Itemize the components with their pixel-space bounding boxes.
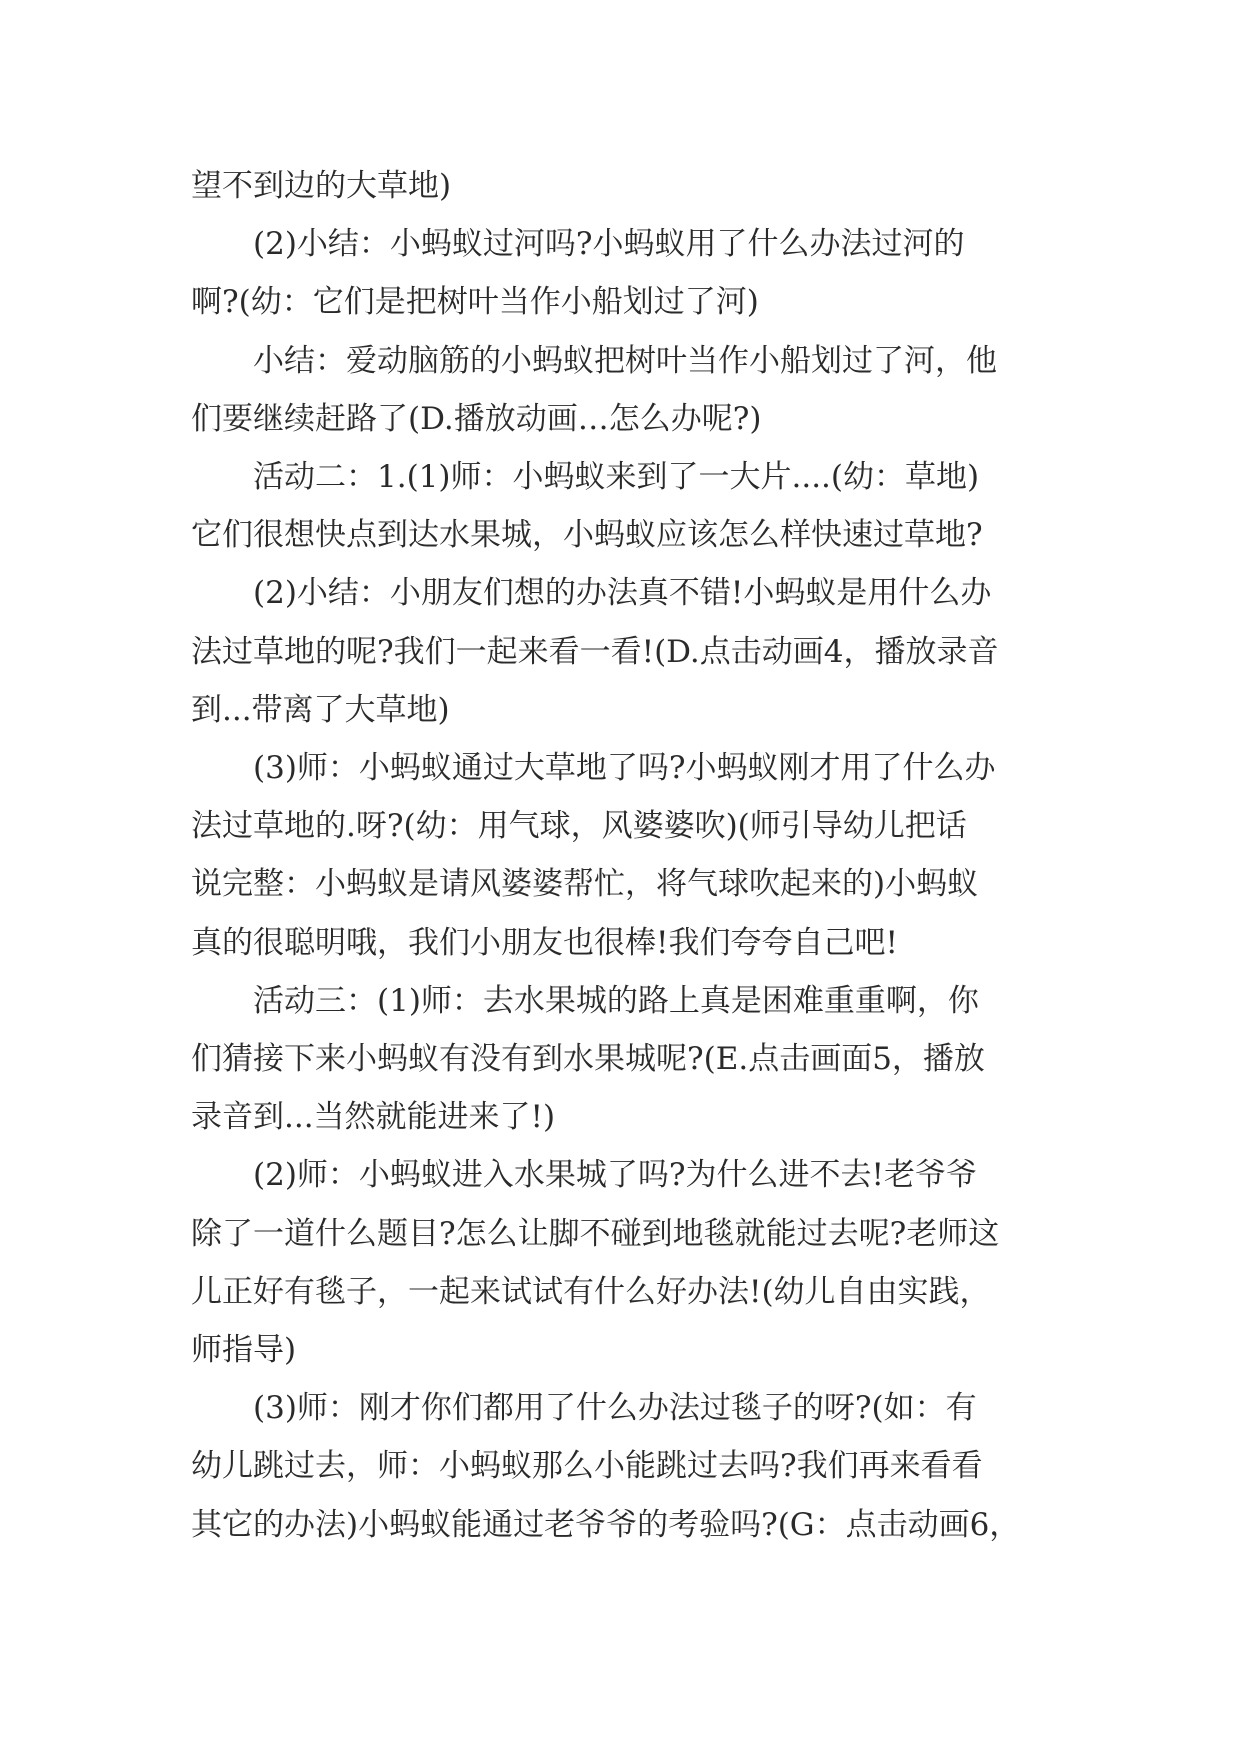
text-line-content: 到...带离了大草地) [191, 691, 450, 728]
text-line [191, 215, 1051, 273]
text-line [191, 739, 1051, 797]
text-line-content: 活动二：1.(1)师：小蚂蚁来到了一大片....(幼：草地) [253, 459, 980, 496]
text-line-content: (2)小结：小蚂蚁过河吗?小蚂蚁用了什么办法过河的 [253, 226, 965, 263]
text-line-content: 说完整：小蚂蚁是请风婆婆帮忙，将气球吹起来的)小蚂蚁 [191, 866, 979, 903]
text-line [191, 1146, 1051, 1204]
text-line-content: 活动三：(1)师：去水果城的路上真是困难重重啊，你 [253, 982, 979, 1019]
text-line [191, 855, 1051, 913]
text-line [191, 1205, 1051, 1263]
text-line [191, 1088, 1051, 1146]
text-line [191, 914, 1051, 972]
text-line-content: 们要继续赶路了(D.播放动画…怎么办呢?) [191, 400, 762, 437]
text-line [191, 972, 1051, 1030]
text-line [191, 390, 1051, 448]
text-line-content: 们猜接下来小蚂蚁有没有到水果城呢?(E.点击画面5，播放 [191, 1041, 985, 1078]
text-line-content: 它们很想快点到达水果城，小蚂蚁应该怎么样快速过草地? [191, 517, 983, 554]
text-line-content: (2)小结：小朋友们想的办法真不错!小蚂蚁是用什么办 [253, 575, 992, 612]
text-line-content: 儿正好有毯子，一起来试试有什么好办法!(幼儿自由实践， [191, 1273, 991, 1310]
text-line-content: 小结：爱动脑筋的小蚂蚁把树叶当作小船划过了河，他 [253, 342, 997, 379]
text-line-content: 幼儿跳过去，师：小蚂蚁那么小能跳过去吗?我们再来看看 [191, 1448, 983, 1485]
text-line-content: (2)师：小蚂蚁进入水果城了吗?为什么进不去!老爷爷 [253, 1157, 977, 1194]
text-line [191, 1437, 1051, 1495]
text-line [191, 681, 1051, 739]
text-line-content: 望不到边的大草地) [191, 168, 452, 204]
text-line [191, 564, 1051, 622]
text-line-content: 真的很聪明哦，我们小朋友也很棒!我们夸夸自己吧! [191, 924, 898, 961]
text-line-content: 啊?(幼：它们是把树叶当作小船划过了河) [191, 284, 759, 321]
text-line-content: 法过草地的.呀?(幼：用气球，风婆婆吹)(师引导幼儿把话 [191, 808, 967, 845]
text-line-content: (3)师：刚才你们都用了什么办法过毯子的呀?(如：有 [253, 1390, 977, 1427]
text-line [191, 1379, 1051, 1437]
text-line [191, 1321, 1051, 1379]
text-line-content: 其它的办法)小蚂蚁能通过老爷爷的考验吗?(G：点击动画6， [191, 1506, 1021, 1543]
text-line-content: (3)师：小蚂蚁通过大草地了吗?小蚂蚁刚才用了什么办 [253, 750, 996, 787]
text-line [191, 1263, 1051, 1321]
text-line [191, 157, 1051, 215]
text-line [191, 1030, 1051, 1088]
text-line [191, 448, 1051, 506]
text-line-content: 师指导) [191, 1332, 297, 1369]
text-line [191, 506, 1051, 564]
text-line-content: 录音到...当然就能进来了!) [191, 1099, 556, 1136]
document-page [191, 157, 1051, 1554]
text-line [191, 1496, 1051, 1554]
text-line-content: 法过草地的呢?我们一起来看一看!(D.点击动画4，播放录音 [191, 633, 999, 670]
text-line [191, 797, 1051, 855]
text-line [191, 623, 1051, 681]
text-line-content: 除了一道什么题目?怎么让脚不碰到地毯就能过去呢?老师这 [191, 1215, 1000, 1252]
text-line [191, 273, 1051, 331]
text-line [191, 332, 1051, 390]
